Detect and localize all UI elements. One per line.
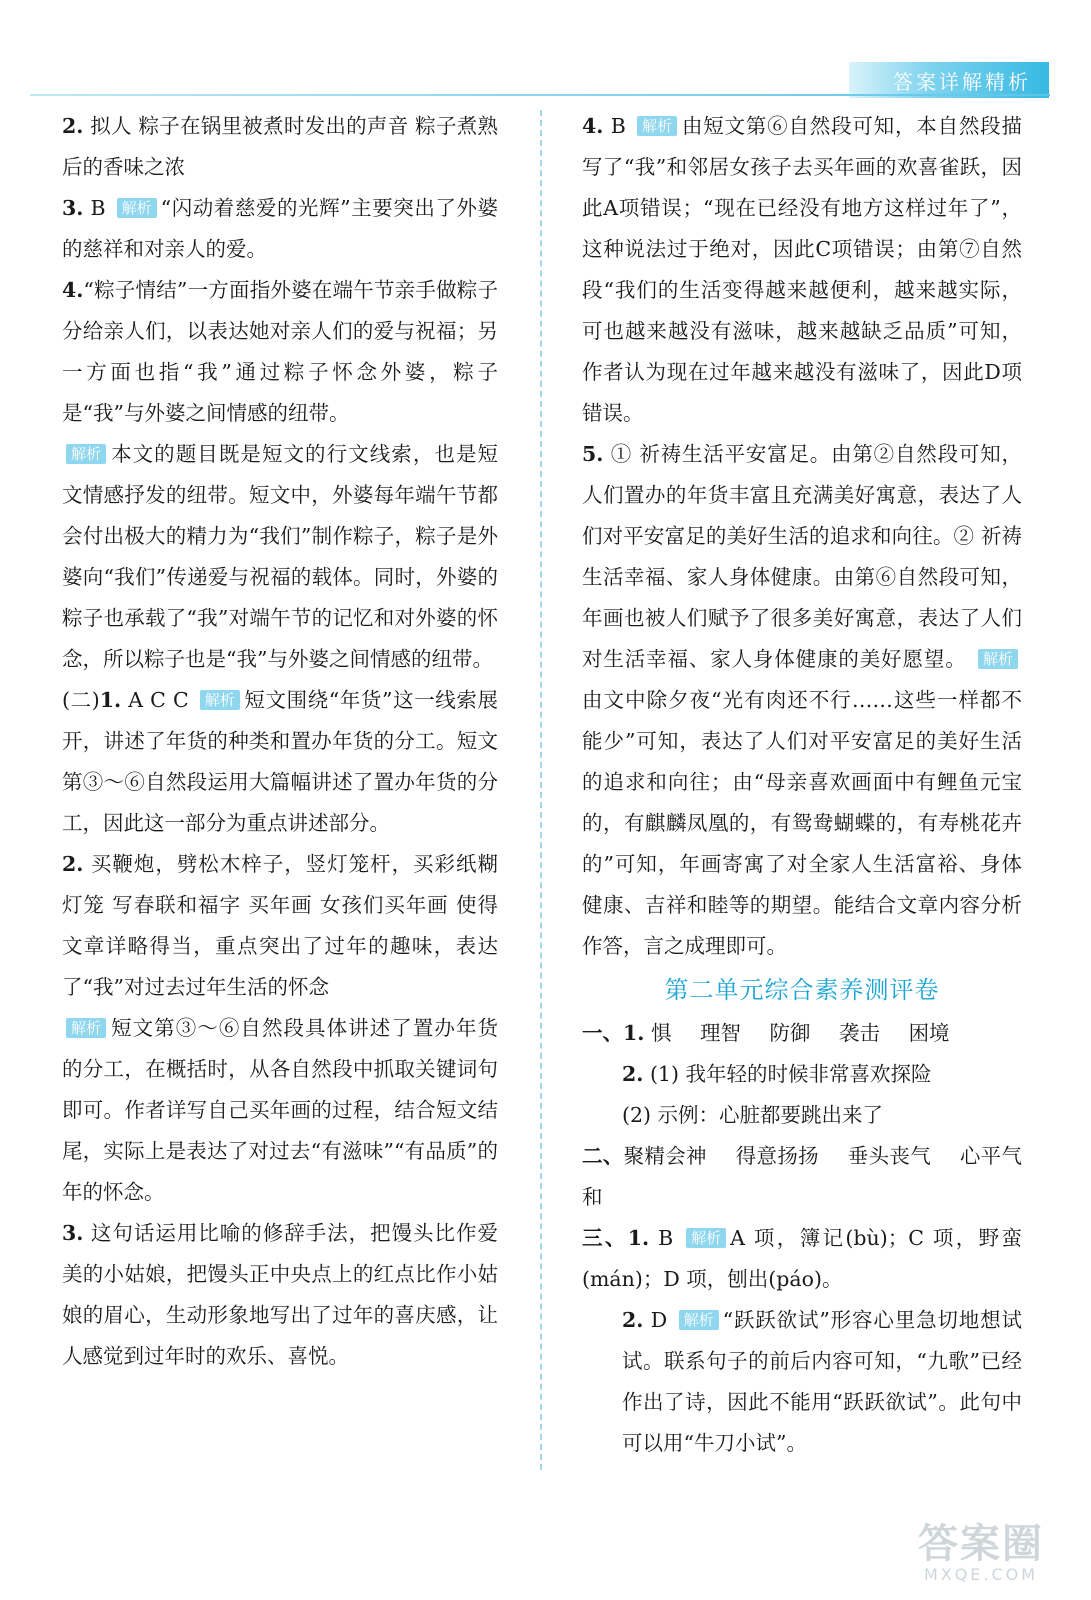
watermark-logo: 答案圈 MXQE.COM [918, 1521, 1044, 1584]
answer-item: 5. ① 祈祷生活平安富足。由第②自然段可知，人们置办的年货丰富且充满美好寓意，表达了人们对平安富足的美好生活的追求和向往。② 祈祷生活幸福、家人身体健康。由第⑥自然段可知，年画也被人们赋予了很多美好寓意，表达了人们对生活幸福、家人身体健康的美好愿望。 解析由文中除夕夜“光有肉还不行……这些一样都不能少”可知，表达了人们对平安富足的美好生活的追求和向往；由“母亲喜欢画面中有鲤鱼元宝的，有麒麟凤凰的，有鸳鸯蝴蝶的，有寿桃花卉的”可知，年画寄寓了对全家人生活富裕、身体健康、吉祥和睦等的期望。能结合文章内容分析作答，言之成理即可。 [582, 442, 1022, 958]
analysis-paragraph: 解析 短文第③～⑥自然段具体讲述了置办年货的分工，在概括时，从各自然段中抓取关键词句即可。作者详写自己买年画的过程，结合短文结尾，实际上是表达了对过去“有滋味”“有品质”的年的怀念。 [62, 1016, 498, 1204]
analysis-paragraph: 解析 本文的题目既是短文的行文线索，也是短文情感抒发的纽带。短文中，外婆每年端午节都会付出极大的精力为“我们”制作粽子，粽子是外婆向“我们”传递爱与祝福的载体。同时，外婆的粽子也承载了“我”对端午节的记忆和对外婆的怀念，所以粽子也是“我”与外婆之间情感的纽带。 [62, 442, 498, 671]
unit-q1-2: 2. (1) 我年轻的时候非常喜欢探险 [622, 1062, 932, 1086]
column-divider [540, 110, 542, 1470]
answer-item: 4. B 解析 由短文第⑥自然段可知，本自然段描写了“我”和邻居女孩子去买年画的欢喜雀跃，因此A项错误；“现在已经没有地方这样过年了”，这种说法过于绝对，因此C项错误；由第⑦自然段“我们的生活变得越来越便利，越来越实际，可也越来越没有滋味，越来越缺乏品质”可知，作者认为现在过年越来越没有滋味了，因此D项错误。 [582, 114, 1022, 425]
analysis-badge: 解析 [686, 1228, 726, 1248]
answer-item: 2. 买鞭炮，劈松木梓子，竖灯笼杆，买彩纸糊灯笼 写春联和福字 买年画 女孩们买年画 使得文章详略得当，重点突出了过年的趣味，表达了“我”对过去过年生活的怀念 [62, 852, 498, 999]
answer-item: 2. 拟人 粽子在锅里被煮时发出的声音 粽子煮熟后的香味之浓 [62, 114, 498, 179]
unit-q3: 三、1. B 解析 A 项，簿记(bù)；C 项，野蛮(mán)；D 项，刨出(páo)。 [582, 1226, 1022, 1291]
analysis-badge: 解析 [117, 198, 157, 218]
left-column [62, 106, 498, 1377]
header-rule [30, 94, 1050, 96]
unit-q1-2b: (2) 示例：心脏都要跳出来了 [622, 1103, 884, 1127]
unit-q1: 一、1. 惧 理智 防御 袭击 困境 [582, 1021, 950, 1045]
analysis-badge: 解析 [200, 690, 240, 710]
analysis-badge: 解析 [637, 116, 677, 136]
answer-explanation-tab: 答案详解精析 [849, 62, 1049, 98]
analysis-badge: 解析 [679, 1310, 719, 1330]
answer-item: 3. B 解析 “闪动着慈爱的光辉”主要突出了外婆的慈祥和对亲人的爱。 [62, 196, 498, 261]
analysis-badge: 解析 [66, 1018, 106, 1038]
analysis-badge: 解析 [66, 444, 106, 464]
unit-q3-2: 2. D 解析 “跃跃欲试”形容心里急切地想试试。联系句子的前后内容可知，“九歌”已经作出了诗，因此不能用“跃跃欲试”。此句中可以用“牛刀小试”。 [622, 1308, 1022, 1455]
answer-item: 3. 这句话运用比喻的修辞手法，把馒头比作爱美的小姑娘，把馒头正中央点上的红点比作小姑娘的眉心，生动形象地写出了过年的喜庆感，让人感觉到过年时的欢乐、喜悦。 [62, 1221, 498, 1368]
analysis-badge: 解析 [978, 649, 1018, 669]
right-column [582, 106, 1022, 1464]
unit-q2: 二、聚精会神 得意扬扬 垂头丧气 心平气和 [582, 1144, 1022, 1209]
section-title: 第二单元综合素养测评卷 [664, 976, 940, 1004]
answer-item: (二)1. A C C 解析 短文围绕“年货”这一线索展开，讲述了年货的种类和置办年货的分工。短文第③～⑥自然段运用大篇幅讲述了置办年货的分工，因此这一部分为重点讲述部分。 [62, 688, 498, 835]
answer-item: 4.“粽子情结”一方面指外婆在端午节亲手做粽子分给亲人们，以表达她对亲人们的爱与祝福；另一方面也指“我”通过粽子怀念外婆，粽子是“我”与外婆之间情感的纽带。 [62, 278, 498, 425]
